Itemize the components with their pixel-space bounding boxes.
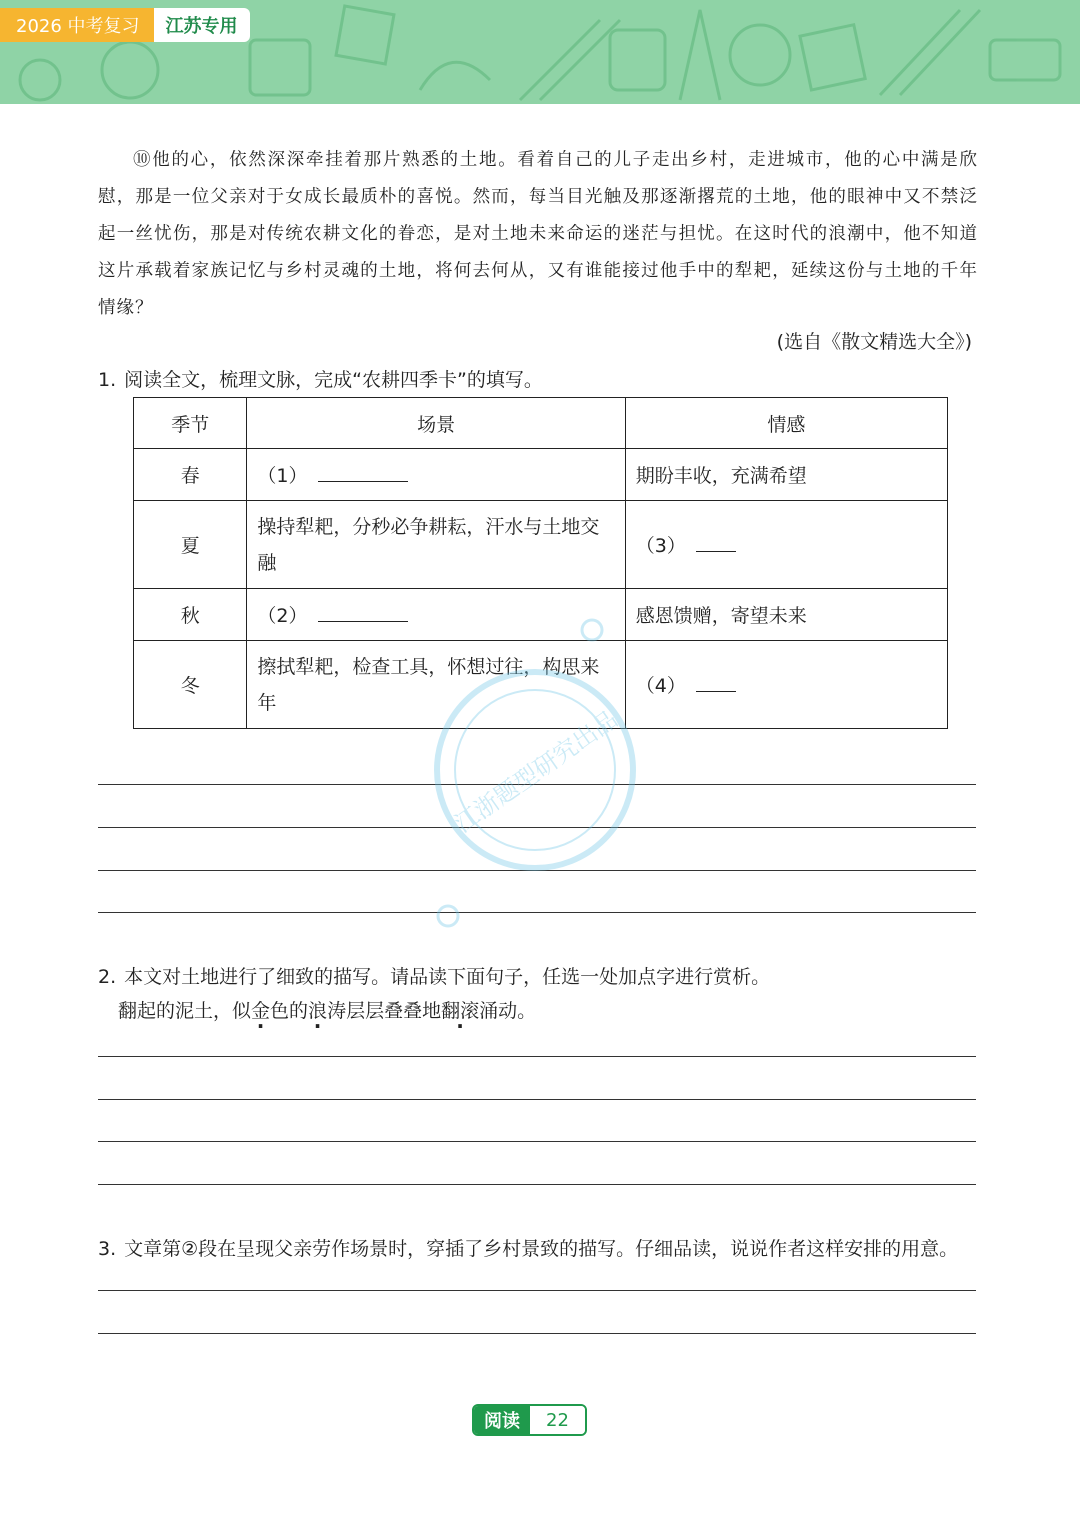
answer-line[interactable] (98, 1099, 976, 1100)
passage-text: ⑩他的心，依然深深牵挂着那片熟悉的土地。看着自己的儿子走出乡村，走进城市，他的心中满是欣慰，那是一位父亲对于女成长最质朴的喜悦。然而，每当目光触及那逐渐撂荒的土地，他的眼神中又不禁泛起一丝忧伤，那是对传统农耕文化的眷恋，是对土地未来命运的迷茫与担忧。在这时代的浪潮中，他不知道这片承载着家族记忆与乡村灵魂的土地，将何去何从，又有谁能接过他手中的犁耙，延续这份与土地的千年情缘？ (98, 150, 978, 318)
dotted-char: 金 (251, 1000, 271, 1022)
scene-cell: 操持犁耙，分秒必争耕耘，汗水与土地交融 (247, 501, 625, 589)
question-2-number: 2. (98, 966, 117, 988)
season-cell: 夏 (134, 501, 247, 589)
region-label: 江苏专用 (154, 8, 250, 42)
passage-paragraph (98, 142, 978, 327)
scene-cell: 擦拭犁耙，检查工具，怀想过往，构思来年 (247, 641, 625, 729)
answer-line[interactable] (98, 1056, 976, 1057)
emotion-cell: 期盼丰收，充满希望 (625, 449, 947, 501)
answer-line[interactable] (98, 1184, 976, 1185)
emotion-cell (625, 501, 947, 589)
emotion-cell (625, 641, 947, 729)
question-3-text: 文章第②段在呈现父亲劳作场景时，穿插了乡村景致的描写。仔细品读，说说作者这样安排的用意。 (124, 1238, 959, 1260)
table-header-row (134, 398, 948, 449)
answer-line[interactable] (98, 1333, 976, 1334)
season-cell: 春 (134, 449, 247, 501)
question-3 (98, 1234, 958, 1261)
table-row (134, 501, 948, 589)
page-number: 22 (530, 1406, 585, 1434)
answer-blank-3[interactable] (696, 551, 736, 552)
blank-label: （2） (257, 605, 308, 627)
exam-year-label: 2026 中考复习 (0, 8, 154, 42)
watermark-stamp (420, 610, 650, 930)
dotted-word: 翻滚 (441, 1000, 480, 1022)
blank-label: （3） (635, 535, 686, 557)
answer-blank-1[interactable] (318, 481, 408, 482)
scene-cell (247, 449, 625, 501)
blank-label: （4） (635, 675, 686, 697)
sentence-part: 涌动。 (479, 1000, 537, 1022)
answer-line[interactable] (98, 1141, 976, 1142)
watermark-text: 江浙题型研究出品 (449, 705, 623, 839)
question-1-number: 1. (98, 369, 117, 391)
header-badge (0, 8, 250, 42)
table-row (134, 449, 948, 501)
question-2 (98, 962, 770, 989)
quoted-sentence (118, 996, 536, 1023)
column-header-emotion: 情感 (625, 398, 947, 449)
question-1-text: 阅读全文，梳理文脉，完成“农耕四季卡”的填写。 (124, 369, 543, 391)
page-footer (472, 1404, 587, 1436)
answer-blank-2[interactable] (318, 621, 408, 622)
answer-line[interactable] (98, 1290, 976, 1291)
dotted-char: 浪 (308, 1000, 328, 1022)
sentence-part: 翻起的泥土，似 (118, 1000, 252, 1022)
column-header-season: 季节 (134, 398, 247, 449)
page-header (0, 0, 1080, 104)
sentence-part: 色的 (270, 1000, 309, 1022)
season-cell: 秋 (134, 589, 247, 641)
emotion-cell: 感恩馈赠，寄望未来 (625, 589, 947, 641)
footer-section-label: 阅读 (474, 1406, 530, 1434)
passage-source: (选自《散文精选大全》) (776, 331, 972, 353)
season-cell: 冬 (134, 641, 247, 729)
column-header-scene: 场景 (247, 398, 625, 449)
question-2-text: 本文对土地进行了细致的描写。请品读下面句子，任选一处加点字进行赏析。 (124, 966, 771, 988)
blank-label: （1） (257, 465, 308, 487)
answer-blank-4[interactable] (696, 691, 736, 692)
question-1 (98, 365, 543, 392)
sentence-part: 涛层层叠叠地 (327, 1000, 442, 1022)
question-3-number: 3. (98, 1238, 117, 1260)
